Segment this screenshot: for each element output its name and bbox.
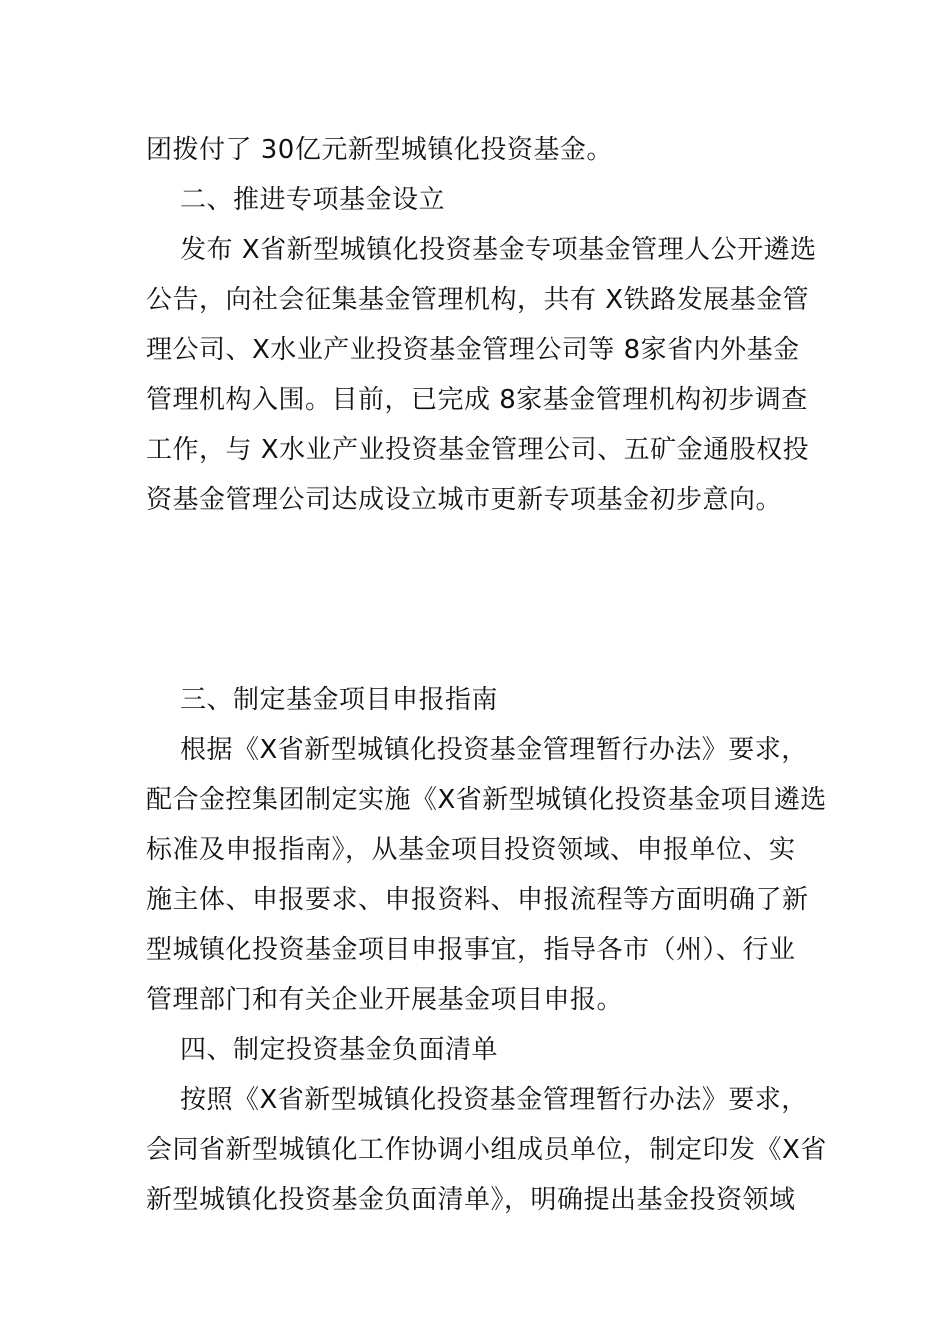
paragraph-line: 团拨付了 30亿元新型城镇化投资基金。 <box>146 135 613 165</box>
paragraph-line: 工作，与 X水业产业投资基金管理公司、五矿金通股权投 <box>146 435 810 465</box>
paragraph-line: 型城镇化投资基金项目申报事宜，指导各市（州）、行业 <box>146 935 796 965</box>
section-heading: 四、制定投资基金负面清单 <box>180 1035 499 1065</box>
paragraph-line: 会同省新型城镇化工作协调小组成员单位，制定印发《X省 <box>146 1135 827 1165</box>
section-heading: 三、制定基金项目申报指南 <box>180 685 499 715</box>
paragraph-line: 管理机构入围。目前，已完成 8家基金管理机构初步调查 <box>146 385 808 415</box>
paragraph-line: 新型城镇化投资基金负面清单》，明确提出基金投资领域 <box>146 1185 796 1215</box>
paragraph-line: 发布 X省新型城镇化投资基金专项基金管理人公开遴选 <box>180 235 817 265</box>
paragraph-line: 配合金控集团制定实施《X省新型城镇化投资基金项目遴选 <box>146 785 827 815</box>
paragraph-line: 根据《X省新型城镇化投资基金管理暂行办法》要求， <box>180 735 808 765</box>
paragraph-line: 资基金管理公司达成设立城市更新专项基金初步意向。 <box>146 485 783 515</box>
paragraph-line: 理公司、X水业产业投资基金管理公司等 8家省内外基金 <box>146 335 800 365</box>
paragraph-line: 标准及申报指南》，从基金项目投资领域、申报单位、实 <box>146 835 796 865</box>
section-heading: 二、推进专项基金设立 <box>180 185 446 215</box>
paragraph-line: 按照《X省新型城镇化投资基金管理暂行办法》要求， <box>180 1085 808 1115</box>
paragraph-line: 公告，向社会征集基金管理机构，共有 X铁路发展基金管 <box>146 285 810 315</box>
paragraph-line: 管理部门和有关企业开展基金项目申报。 <box>146 985 624 1015</box>
paragraph-line: 施主体、申报要求、申报资料、申报流程等方面明确了新 <box>146 885 809 915</box>
